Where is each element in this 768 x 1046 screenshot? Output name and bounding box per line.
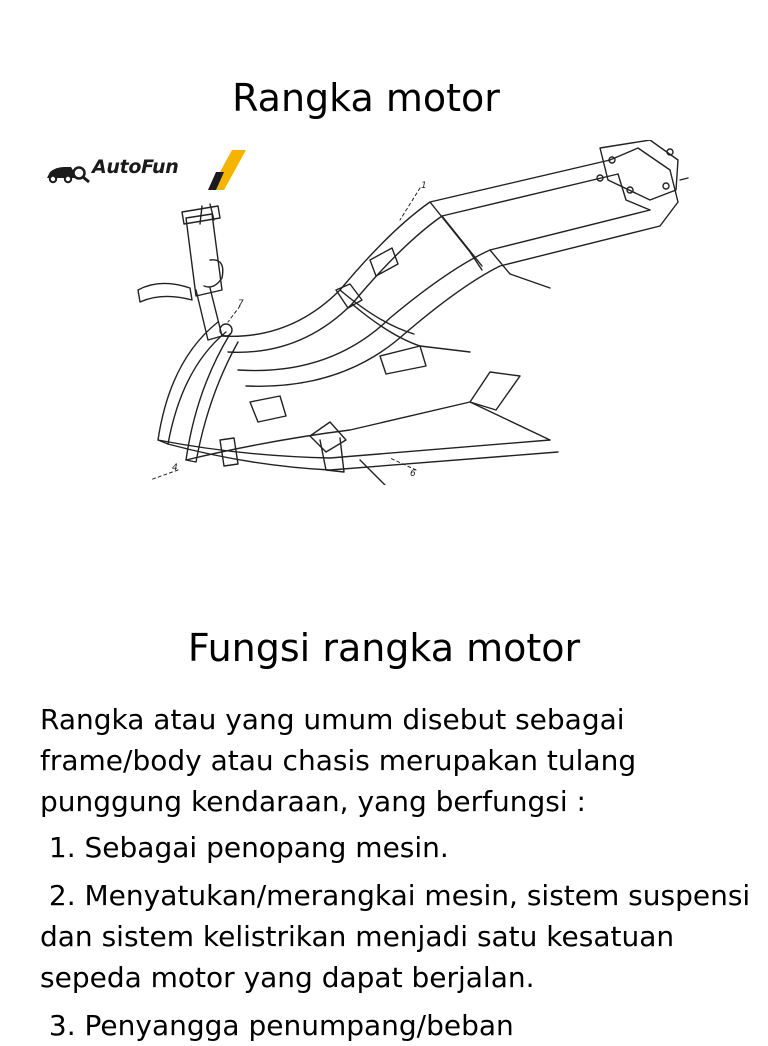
callout-4: 4: [172, 463, 178, 473]
list-item: 3. Penyangga penumpang/beban: [40, 1009, 514, 1042]
backbone-tubes: [222, 160, 660, 386]
list-item: 1. Sebagai penopang mesin.: [40, 831, 449, 864]
list-item: 2. Menyatukan/merangkai mesin, sistem suspensi dan sistem kelistrikan menjadi satu kesatuan sepeda motor yang dapat berjalan.: [40, 879, 760, 994]
section-body: [40, 699, 760, 1046]
slide-title: Rangka motor: [232, 76, 500, 120]
callout-7: 7: [238, 299, 244, 309]
section-title: Fungsi rangka motor: [187, 626, 581, 670]
logo-wordmark: AutoFun: [92, 156, 179, 178]
rear-subframe: [597, 140, 688, 226]
steering-head: [138, 204, 232, 340]
callout-6: 6: [410, 469, 416, 479]
car-magnifier-icon: [44, 148, 92, 192]
callout-numbers: [172, 181, 427, 479]
main-down-tubes: [158, 322, 558, 470]
motorcycle-frame-illustration: [130, 140, 700, 485]
callout-1: 1: [421, 181, 427, 191]
intro-paragraph: Rangka atau yang umum disebut sebagai frame/body atau chasis merupakan tulang punggung kendaraan, yang berfungsi :: [40, 703, 637, 818]
cross-members: [340, 202, 550, 352]
